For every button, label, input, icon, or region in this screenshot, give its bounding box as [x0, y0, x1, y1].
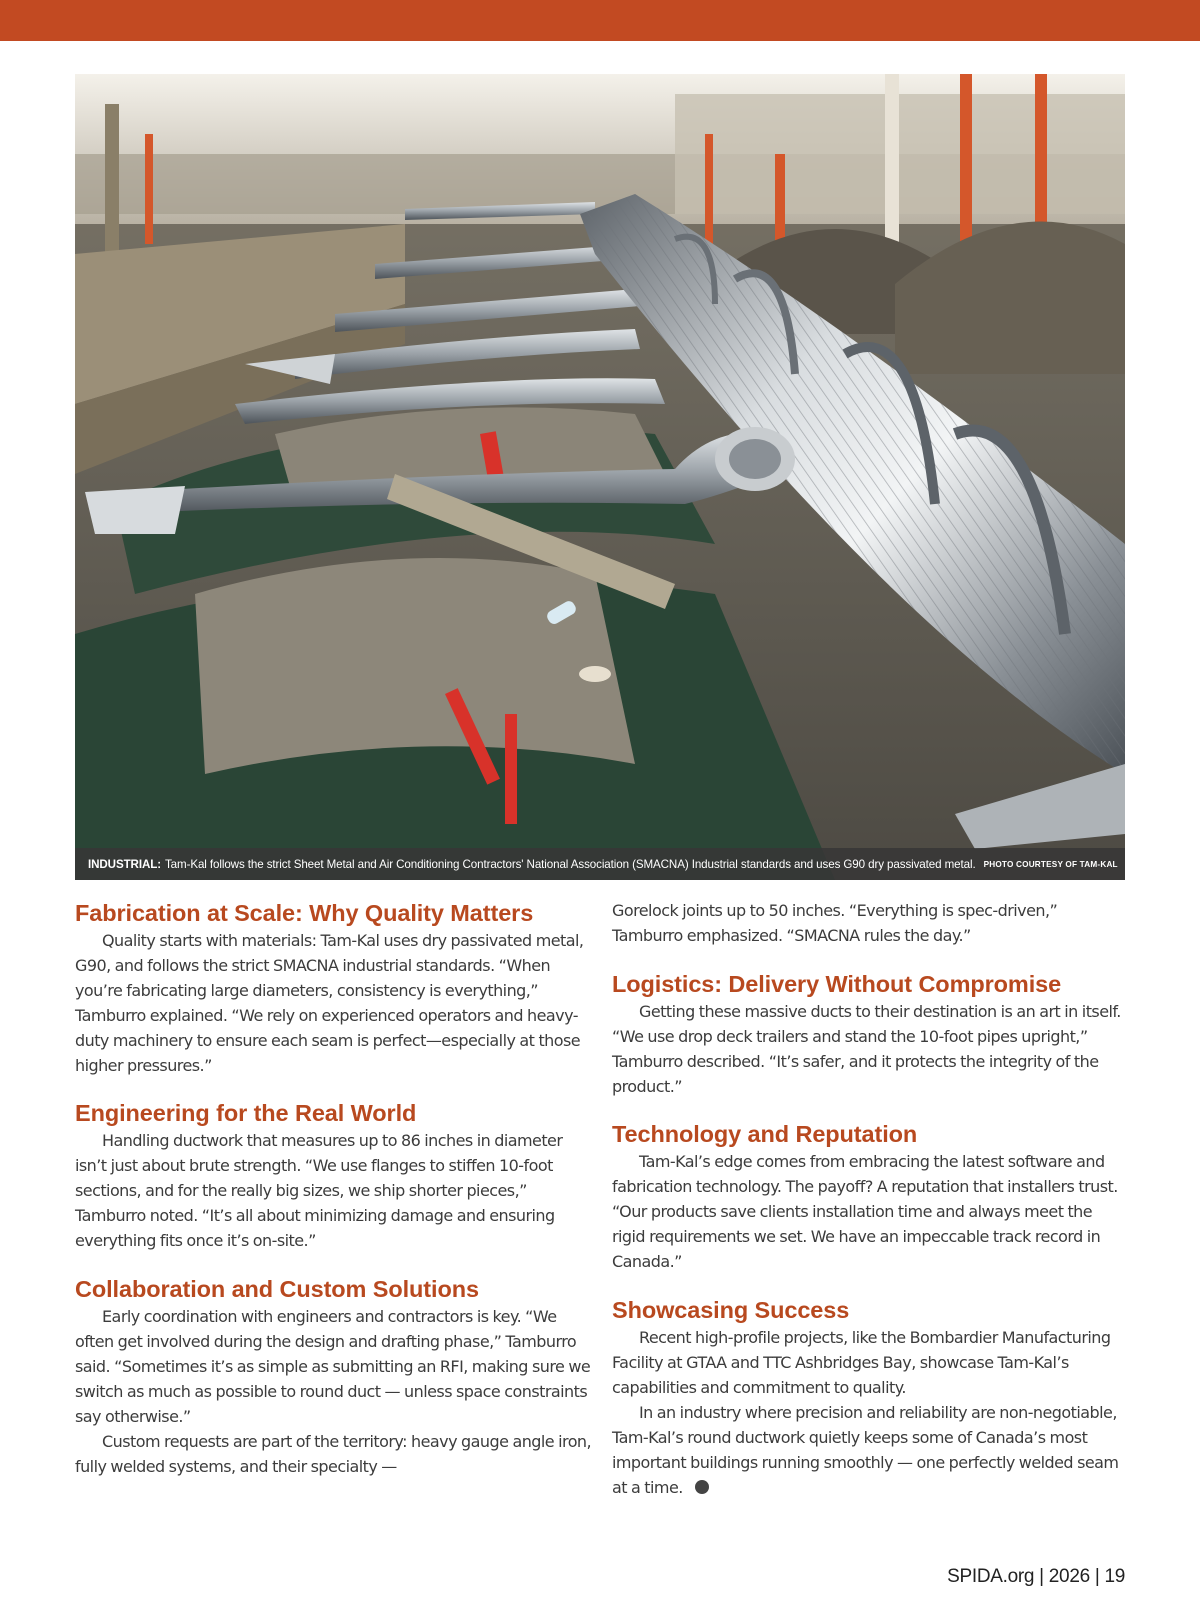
- paragraph-technology: Tam-Kal’s edge comes from embracing the latest software and fabrication technology. The payoff? A reputation that installers trust. “Our products save clients installation time and always meet the rigid requirements we set. We have an impeccable track record in Canada.”: [612, 1152, 1118, 1271]
- paragraph-fabrication: Quality starts with materials: Tam-Kal uses dry passivated metal, G90, and follows the strict SMACNA industrial standards. “When you’re fabricating large diameters, consistency is everything,” Tamburro explained. “We rely on experienced operators and heavy-duty machinery to ensure each seam is perfect—especially at those higher pressures.”: [75, 931, 584, 1075]
- paragraph-collaboration-2: Custom requests are part of the territory: heavy gauge angle iron, fully welded systems, and their specialty —: [75, 1432, 592, 1476]
- footer-year: 2026: [1048, 1566, 1090, 1587]
- construction-photo: [75, 74, 1125, 880]
- heading-logistics: Logistics: Delivery Without Compromise: [612, 971, 1062, 997]
- top-accent-bar: [0, 0, 1200, 41]
- paragraph-showcasing-2: [612, 1400, 1124, 1500]
- right-column: [612, 898, 1124, 1500]
- paragraph-collaboration-3: Gorelock joints up to 50 inches. “Everything is spec-driven,” Tamburro emphasized. “SMACNA rules the day.”: [612, 901, 1058, 945]
- paragraph-engineering: Handling ductwork that measures up to 86 inches in diameter isn’t just about brute strength. “We use flanges to stiffen 10-foot sections, and for the really big sizes, we ship shorter pieces,” Tamburro noted. “It’s all about minimizing damage and ensuring everything fits once it’s on-site.”: [75, 1131, 563, 1250]
- page-footer: SPIDA.org | 2026 | 19: [947, 1566, 1125, 1587]
- paragraph-logistics: Getting these massive ducts to their destination is an art in itself. “We use drop deck trailers and stand the 10-foot pipes upright,” Tamburro described. “It’s safer, and it protects the integrity of the product.”: [612, 1002, 1121, 1096]
- heading-showcasing: Showcasing Success: [612, 1297, 850, 1323]
- left-column: [75, 898, 595, 1479]
- heading-fabrication: Fabrication at Scale: Why Quality Matters: [75, 900, 534, 926]
- caption-lead: INDUSTRIAL:: [88, 857, 161, 871]
- end-mark-icon: [695, 1480, 709, 1494]
- photo-caption: [75, 848, 1125, 880]
- heading-engineering: Engineering for the Real World: [75, 1100, 417, 1126]
- footer-site: SPIDA.org: [947, 1566, 1035, 1587]
- heading-collaboration: Collaboration and Custom Solutions: [75, 1276, 479, 1302]
- photo-illustration: [75, 74, 1125, 880]
- paragraph-collaboration-1: Early coordination with engineers and contractors is key. “We often get involved during the design and drafting phase,” Tamburro said. “Sometimes it’s as simple as submitting an RFI, making sure we switch as much as possible to round duct — unless space constraints say otherwise.”: [75, 1307, 591, 1426]
- closing-text: In an industry where precision and reliability are non-negotiable, Tam-Kal’s round ductwork quietly keeps some of Canada’s most important buildings running smoothly — one perfectly welded seam at a time.: [612, 1403, 1119, 1497]
- caption-text: Tam-Kal follows the strict Sheet Metal and Air Conditioning Contractors' National Association (SMACNA) Industrial standards and uses G90 dry passivated metal.: [164, 857, 976, 871]
- heading-technology: Technology and Reputation: [612, 1121, 918, 1147]
- paragraph-showcasing-1: Recent high-profile projects, like the Bombardier Manufacturing Facility at GTAA and TTC Ashbridges Bay, showcase Tam-Kal’s capabilities and commitment to quality.: [612, 1328, 1111, 1397]
- photo-credit: PHOTO COURTESY OF TAM-KAL: [983, 859, 1118, 869]
- page-number: 19: [1104, 1566, 1125, 1587]
